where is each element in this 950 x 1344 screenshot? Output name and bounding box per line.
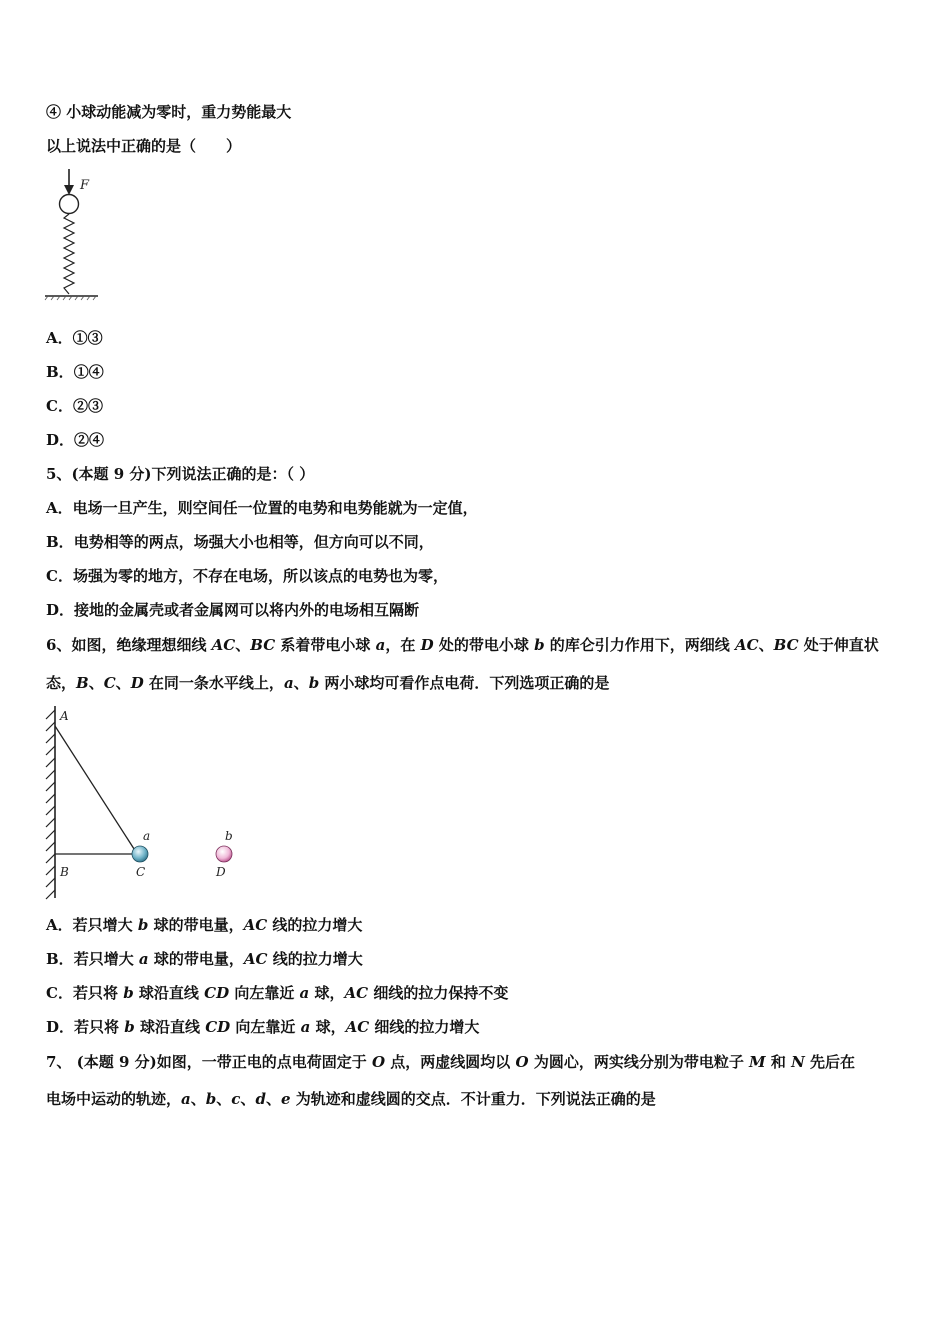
wall-hatch	[46, 710, 55, 899]
label-d-point: D	[216, 865, 226, 879]
q7-stem-line2: 电场中运动的轨迹，a、b、c、d、e 为轨迹和虚线圆的交点．不计重力．下列说法正确的是	[46, 1090, 656, 1108]
q6-stem-line2: 态，B、C、D 在同一条水平线上，a、b 两小球均可看作点电荷．下列选项正确的是	[46, 674, 610, 692]
q4-item-4: ④ 小球动能减为零时，重力势能最大	[46, 103, 292, 121]
q5-option-d[interactable]: D．接地的金属壳或者金属网可以将内外的电场相互隔断	[46, 601, 420, 619]
label-b-point: B	[60, 865, 69, 879]
q6-stem-line1: 6、如图，绝缘理想细线 AC、BC 系着带电小球 a，在 D 处的带电小球 b 的库仑引力作用下，两细线 AC、BC 处于伸直状	[46, 636, 879, 654]
q6-option-c[interactable]: C．若只将 b 球沿直线 CD 向左靠近 a 球，AC 细线的拉力保持不变	[46, 984, 509, 1002]
spring	[64, 214, 74, 294]
force-arrow-head	[64, 185, 74, 195]
label-c-point: C	[136, 865, 146, 879]
spring-ball-figure	[40, 165, 104, 305]
label-ball-b: b	[225, 829, 233, 843]
q4-option-b[interactable]: B．①④	[46, 363, 104, 381]
q7-stem-line1: 7、 (本题 9 分)如图，一带正电的点电荷固定于 O 点，两虚线圆均以 O 为圆心，两实线分别为带电粒子 M 和 N 先后在	[46, 1053, 856, 1071]
q5-stem: 5、(本题 9 分)下列说法正确的是：（ ）	[46, 465, 315, 483]
label-a-point: A	[60, 709, 69, 723]
q4-option-a[interactable]: A．①③	[46, 329, 103, 347]
q5-option-b[interactable]: B．电势相等的两点，场强大小也相等，但方向可以不同，	[46, 533, 434, 551]
ball	[60, 195, 79, 214]
q4-option-d[interactable]: D．②④	[46, 431, 105, 449]
q6-figure	[40, 702, 260, 902]
thread-ac	[55, 726, 136, 852]
q4-stem-end: 以上说法中正确的是（ ）	[46, 137, 242, 155]
ball-a	[132, 846, 148, 862]
q6-option-b[interactable]: B．若只增大 a 球的带电量，AC 线的拉力增大	[46, 950, 363, 968]
force-label: F	[80, 178, 90, 193]
label-ball-a: a	[143, 829, 151, 843]
q4-option-c[interactable]: C．②③	[46, 397, 103, 415]
q5-option-c[interactable]: C．场强为零的地方，不存在电场，所以该点的电势也为零，	[46, 567, 448, 585]
q6-option-a[interactable]: A．若只增大 b 球的带电量，AC 线的拉力增大	[46, 916, 363, 934]
ball-b	[216, 846, 232, 862]
q6-option-d[interactable]: D．若只将 b 球沿直线 CD 向左靠近 a 球，AC 细线的拉力增大	[46, 1018, 480, 1036]
q5-option-a[interactable]: A．电场一旦产生，则空间任一位置的电势和电势能就为一定值，	[46, 499, 478, 517]
